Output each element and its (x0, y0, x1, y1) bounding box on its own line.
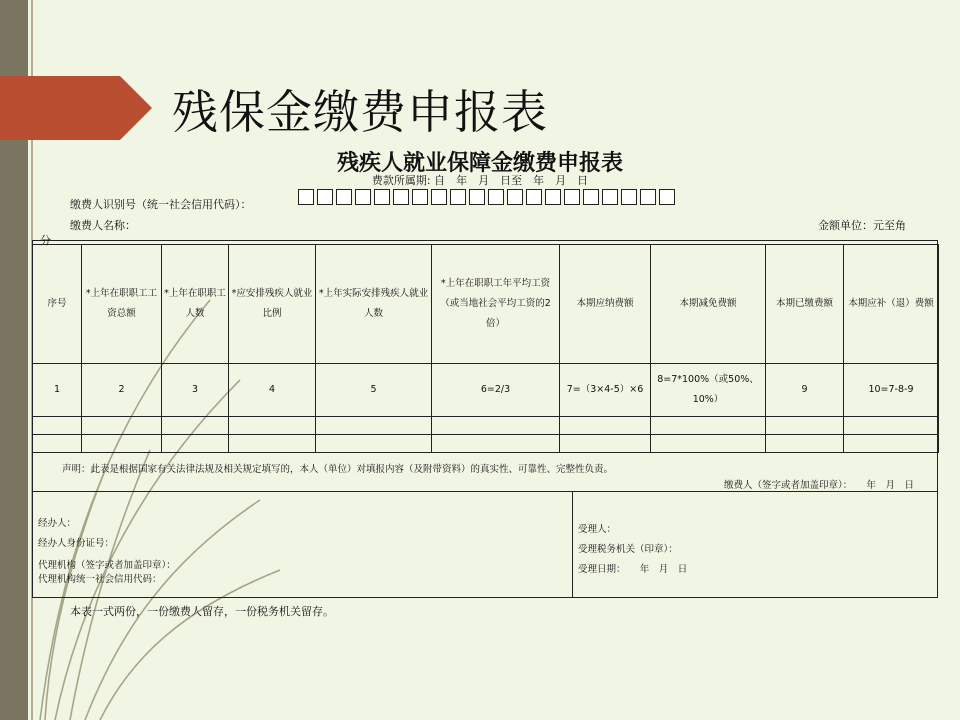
title-arrow-shape (0, 76, 152, 140)
table-header-row (33, 245, 939, 364)
form-title: 残疾人就业保障金缴费申报表 (336, 150, 623, 176)
taxpayer-name-label: 缴费人名称： (70, 219, 136, 232)
id-digit-box[interactable] (298, 189, 314, 205)
id-digit-box[interactable] (450, 189, 466, 205)
input-cell[interactable] (766, 417, 844, 435)
column-header: 本期已缴费额 (766, 245, 844, 364)
input-cell[interactable] (82, 417, 162, 435)
amount-unit-label: 金额单位：元至角 (818, 219, 906, 232)
handler-label: 经办人： (38, 518, 77, 529)
formula-cell: 9 (766, 364, 844, 417)
id-digit-box[interactable] (317, 189, 333, 205)
formula-cell: 3 (162, 364, 229, 417)
id-digit-box[interactable] (602, 189, 618, 205)
input-cell[interactable] (844, 435, 939, 453)
input-cell[interactable] (229, 417, 316, 435)
formula-cell: 4 (229, 364, 316, 417)
input-cell[interactable] (560, 417, 651, 435)
input-cell[interactable] (651, 417, 766, 435)
formula-cell: 2 (82, 364, 162, 417)
input-cell[interactable] (651, 435, 766, 453)
input-cell[interactable] (82, 435, 162, 453)
receive-date-label: 受理日期： 年 月 日 (578, 564, 688, 575)
agency-credit-code-label: 代理机构统一社会信用代码： (38, 574, 162, 585)
input-cell[interactable] (316, 435, 432, 453)
handler-id-label: 经办人身份证号： (38, 538, 115, 549)
id-digit-box[interactable] (412, 189, 428, 205)
input-cell[interactable] (560, 435, 651, 453)
formula-cell: 6=2/3 (432, 364, 560, 417)
period-label: 费款所属期: 自 年 月 日至 年 月 日 (371, 174, 589, 187)
id-digit-box[interactable] (640, 189, 656, 205)
id-digit-box[interactable] (583, 189, 599, 205)
footer-note: 本表一式两份，一份缴费人留存，一份税务机关留存。 (70, 605, 334, 618)
id-digit-box[interactable] (336, 189, 352, 205)
slide-title: 残保金缴费申报表 (172, 85, 548, 139)
column-header: *上年实际安排残疾人就业人数 (316, 245, 432, 364)
id-digit-box[interactable] (488, 189, 504, 205)
column-header: *应安排残疾人就业比例 (229, 245, 316, 364)
input-cell[interactable] (162, 435, 229, 453)
fee-table (32, 244, 939, 453)
id-digit-box[interactable] (526, 189, 542, 205)
column-header: 本期应补（退）费额 (844, 245, 939, 364)
id-digit-box[interactable] (659, 189, 675, 205)
input-cell[interactable] (432, 417, 560, 435)
id-digit-box[interactable] (355, 189, 371, 205)
column-header: 本期应纳费额 (560, 245, 651, 364)
column-header: *上年在职职工人数 (162, 245, 229, 364)
input-cell[interactable] (844, 417, 939, 435)
id-digit-box[interactable] (431, 189, 447, 205)
signature-line: 缴费人（签字或者加盖印章）： 年 月 日 (724, 480, 915, 491)
input-cell[interactable] (316, 417, 432, 435)
input-cell[interactable] (33, 417, 82, 435)
input-cell[interactable] (229, 435, 316, 453)
receiver-label: 受理人： (578, 524, 617, 535)
id-digit-box[interactable] (564, 189, 580, 205)
input-cell[interactable] (432, 435, 560, 453)
id-digit-box[interactable] (374, 189, 390, 205)
formula-cell: 5 (316, 364, 432, 417)
blank-row[interactable] (33, 435, 939, 453)
input-cell[interactable] (33, 435, 82, 453)
tax-office-label: 受理税务机关（印章）： (578, 544, 678, 555)
column-header: *上年在职职工工资总额 (82, 245, 162, 364)
formula-cell: 8=7*100%（或50%、10%） (651, 364, 766, 417)
id-digit-box[interactable] (621, 189, 637, 205)
id-digit-box[interactable] (393, 189, 409, 205)
id-digit-box[interactable] (469, 189, 485, 205)
formula-cell: 7=（3×4-5）×6 (560, 364, 651, 417)
input-cell[interactable] (162, 417, 229, 435)
taxpayer-id-boxes[interactable] (298, 189, 675, 205)
id-digit-box[interactable] (507, 189, 523, 205)
blank-row[interactable] (33, 417, 939, 435)
formula-cell: 1 (33, 364, 82, 417)
formula-cell: 10=7-8-9 (844, 364, 939, 417)
amount-unit-overflow: 分 (40, 234, 51, 247)
declaration-text: 声明：此表是根据国家有关法律法规及相关规定填写的，本人（单位）对填报内容（及附带资料）的真实性、可靠性、完整性负责。 (62, 464, 614, 475)
id-digit-box[interactable] (545, 189, 561, 205)
column-header: 序号 (33, 245, 82, 364)
input-cell[interactable] (766, 435, 844, 453)
column-header: *上年在职职工年平均工资（或当地社会平均工资的2倍） (432, 245, 560, 364)
column-header: 本期减免费额 (651, 245, 766, 364)
taxpayer-id-label: 缴费人识别号（统一社会信用代码）： (70, 198, 252, 211)
formula-row (33, 364, 939, 417)
agency-seal-label: 代理机构（签字或者加盖印章）： (38, 560, 176, 571)
